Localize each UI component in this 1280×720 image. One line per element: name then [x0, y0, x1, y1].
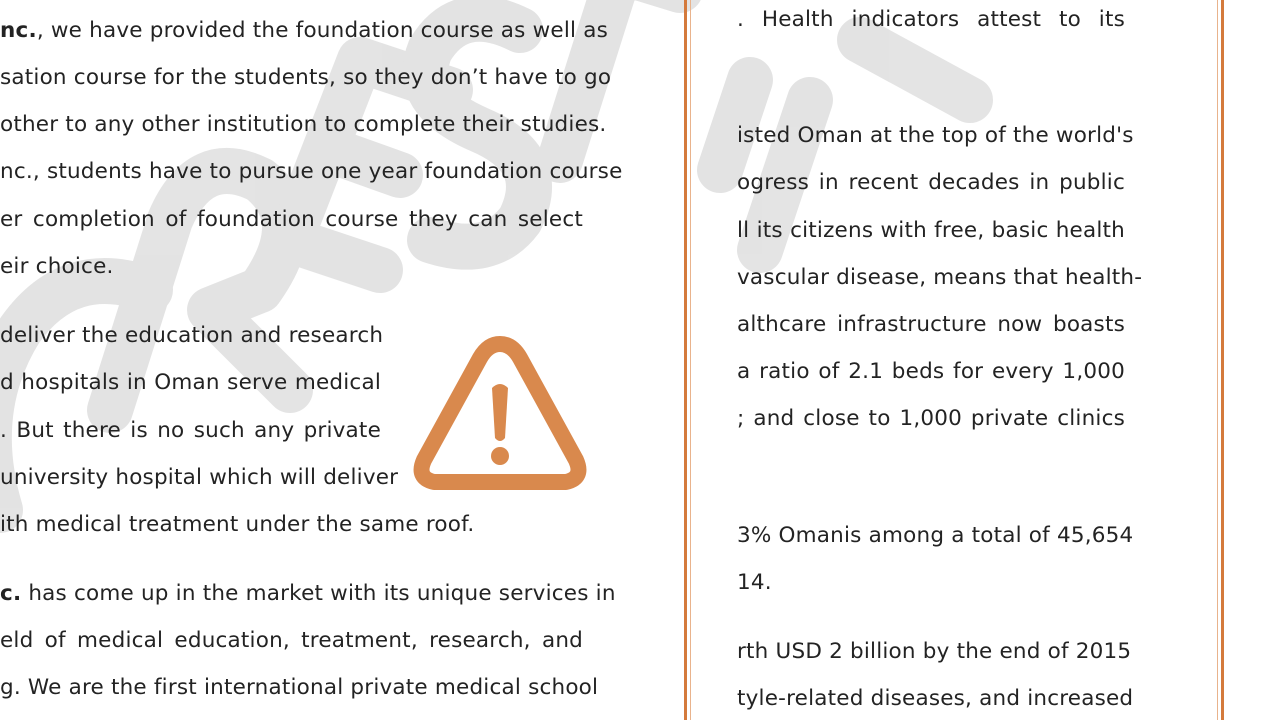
left-line-3: other to any other institution to complete their studies. — [0, 112, 607, 137]
left-line-11: ith medical treatment under the same roof. — [0, 512, 475, 537]
left-line-1-bold: nc. — [0, 18, 37, 43]
left-line-12-bold: c. — [0, 581, 22, 606]
left-line-14: g. We are the first international private medical school — [0, 675, 599, 700]
right-line-8: ; and close to 1,000 private clinics — [737, 406, 1125, 431]
right-line-3: ogress in recent decades in public — [737, 170, 1125, 195]
right-line-9: 3% Omanis among a total of 45,654 — [737, 523, 1134, 548]
left-line-1 — [0, 18, 608, 43]
left-line-8: d hospitals in Oman serve medical — [0, 370, 381, 395]
left-line-1-text: , we have provided the foundation course as well as — [36, 18, 608, 43]
right-line-1: . Health indicators attest to its — [737, 7, 1125, 32]
right-line-2: isted Oman at the top of the world's — [737, 123, 1134, 148]
right-line-5: vascular disease, means that health- — [737, 265, 1143, 290]
left-line-13: eld of medical education, treatment, research, and — [0, 628, 583, 653]
left-line-5: er completion of foundation course they can select — [0, 207, 583, 232]
left-line-4: nc., students have to pursue one year foundation course — [0, 159, 623, 184]
left-line-12-text: has come up in the market with its unique services in — [21, 581, 616, 606]
left-line-2: sation course for the students, so they don’t have to go — [0, 65, 612, 90]
right-line-11: rth USD 2 billion by the end of 2015 — [737, 639, 1132, 664]
left-line-7: deliver the education and research — [0, 323, 384, 348]
right-line-12: tyle-related diseases, and increased — [737, 686, 1134, 711]
right-line-7: a ratio of 2.1 beds for every 1,000 — [737, 359, 1125, 384]
left-line-6: eir choice. — [0, 254, 114, 279]
left-line-10: university hospital which will deliver — [0, 465, 399, 490]
right-line-10: 14. — [737, 570, 772, 595]
right-line-4: ll its citizens with free, basic health — [737, 218, 1125, 243]
left-line-12 — [0, 581, 616, 606]
right-line-6: althcare infrastructure now boasts — [737, 312, 1125, 337]
left-line-9: . But there is no such any private — [0, 418, 381, 443]
warning-triangle-icon — [412, 330, 588, 496]
